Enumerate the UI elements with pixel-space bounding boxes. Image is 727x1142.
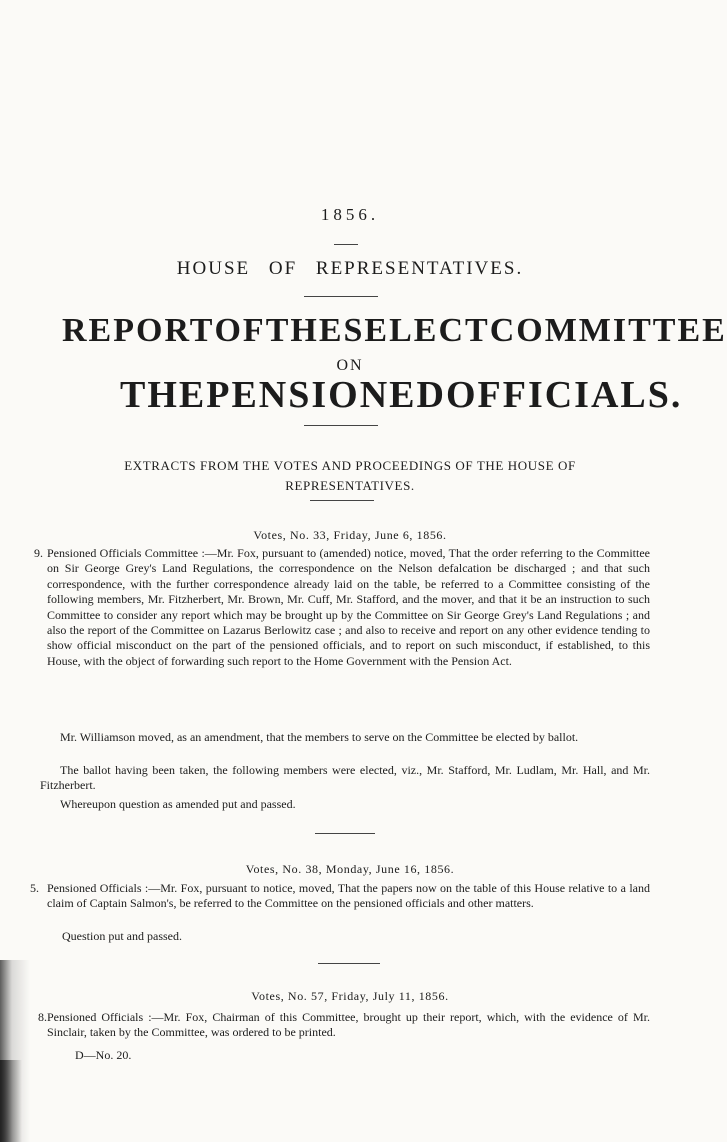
votes-paragraph: The ballot having been taken, the following members were elected, viz., Mr. Stafford, Mr. Ludlam, Mr. Hall, and Mr. Fitzherbert. [40, 763, 650, 793]
report-title [62, 312, 727, 350]
divider [310, 500, 374, 501]
report-word: SELECT [343, 312, 490, 349]
votes-heading: Votes, No. 33, Friday, June 6, 1856. [253, 528, 447, 542]
divider [318, 963, 380, 964]
subject-word: OFFICIALS. [445, 374, 683, 416]
votes-heading: Votes, No. 57, Friday, July 11, 1856. [251, 989, 449, 1003]
extracts-heading: EXTRACTS FROM THE VOTES AND PROCEEDINGS OF THE HOUSE OF REPRESENTATIVES. [124, 458, 576, 493]
item-number: 5. [30, 881, 39, 895]
subject-word: THE [120, 374, 207, 416]
votes-entry: Pensioned Officials :—Mr. Fox, pursuant to notice, moved, That the papers now on the table of this House relative to a land claim of Captain Salmon's, be referred to the Committee on the pensioned officials and other matters. [47, 881, 650, 911]
votes-paragraph: Mr. Williamson moved, as an amendment, that the members to serve on the Committee be elected by ballot. [60, 730, 579, 744]
on-label: ON [336, 357, 364, 374]
report-word: COMMITTEE [489, 312, 727, 349]
report-word: REPORT [62, 312, 215, 349]
divider [315, 833, 375, 834]
item-number: 8. [38, 1010, 47, 1024]
divider [334, 244, 358, 245]
votes-paragraph: Question put and passed. [62, 929, 182, 943]
report-word: OF [214, 312, 266, 349]
house-heading: HOUSE OF REPRESENTATIVES. [176, 258, 524, 279]
scan-edge-shadow [0, 1060, 22, 1142]
item-number: 9. [34, 546, 43, 560]
votes-entry: Pensioned Officials Committee :—Mr. Fox, pursuant to (amended) notice, moved, That the order referring to the Committee on Sir George Grey's Land Regulations, the correspondence on the Nelson defalcation be discharged ; and that such correspondence, with the further correspondence already laid on the table, be referred to a Committee consisting of the following members, Mr. Fitzherbert, Mr. Brown, Mr. Cuff, Mr. Stafford, and the mover, and that it be an instruction to such Committee to consider any report which may be brought up by the Committee on Sir George Grey's Land Regulations ; and also the report of the Committee on Lazarus Berlowitz case ; and also to receive and report on any other evidence tending to show official misconduct on the part of the pensioned officials, and to report on such misconduct, if established, to this House, with the object of forwarding such report to the Home Government with the Pension Act. [47, 546, 650, 668]
votes-entry: Pensioned Officials :—Mr. Fox, Chairman of this Committee, brought up their report, which, with the evidence of Mr. Sinclair, taken by the Committee, was ordered to be printed. [47, 1010, 650, 1040]
divider [304, 296, 378, 297]
year: 1856. [320, 205, 380, 224]
votes-heading: Votes, No. 38, Monday, June 16, 1856. [245, 862, 455, 876]
votes-paragraph: Whereupon question as amended put and passed. [60, 797, 296, 811]
subject-title [120, 373, 683, 417]
subject-word: PENSIONED [206, 374, 446, 416]
report-word: THE [265, 312, 344, 349]
divider [304, 425, 378, 426]
document-reference: D—No. 20. [75, 1048, 132, 1062]
